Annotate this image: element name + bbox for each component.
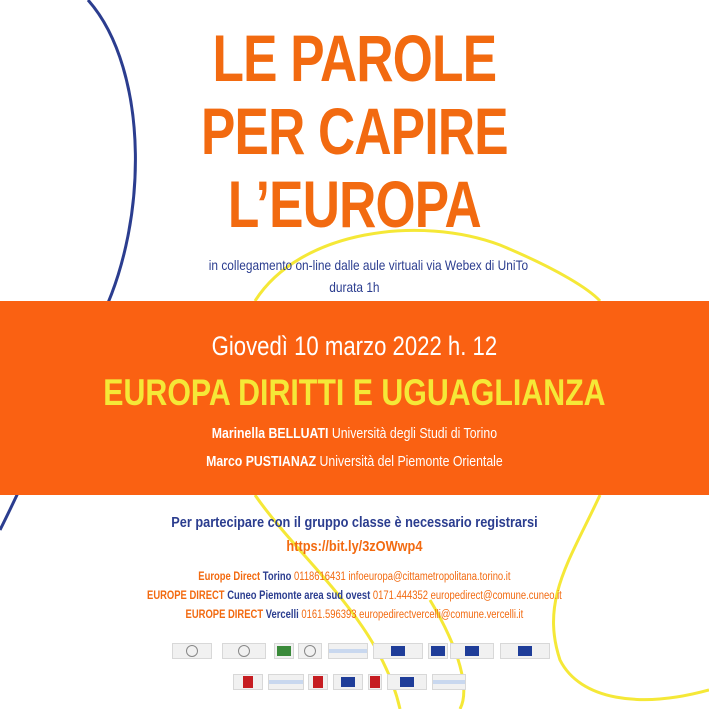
partner-logo: [308, 674, 328, 690]
unito-logo: [172, 643, 212, 659]
contact-email[interactable]: europedirectvercelli@comune.vercelli.it: [359, 609, 524, 621]
partner-logo: [450, 643, 494, 659]
speaker-1: [64, 425, 645, 442]
speaker-2: [64, 453, 645, 470]
contact-phone: 0118616431: [294, 571, 346, 583]
eu-flag-logo: [387, 674, 427, 690]
subtitle-line-1: in collegamento on-line dalle aule virtuali via Webex di UniTo: [208, 257, 529, 273]
event-date: Giovedì 10 marzo 2022 h. 12: [211, 331, 498, 361]
partner-logo: [268, 674, 304, 690]
contact-vercelli: [64, 609, 645, 621]
partner-logo: [368, 674, 382, 690]
contact-city: Vercelli: [265, 609, 299, 621]
title-line-1: LE PAROLE: [212, 21, 497, 95]
partner-logo: [328, 643, 368, 659]
contact-cuneo: [64, 590, 645, 602]
eu-flag-logo: [333, 674, 363, 690]
contact-label: EUROPE DIRECT: [185, 609, 264, 621]
contact-phone: 0161.596393: [301, 609, 357, 621]
partner-logo: [233, 674, 263, 690]
contact-email[interactable]: infoeuropa@cittametropolitana.torino.it: [348, 571, 511, 583]
partner-logo: [432, 674, 466, 690]
title-line-3: L’EUROPA: [227, 167, 481, 241]
speaker-2-name: Marco PUSTIANAZ: [206, 453, 317, 470]
contact-torino: [64, 571, 645, 583]
partner-logo: [373, 643, 423, 659]
title-line-2: PER CAPIRE: [200, 94, 508, 168]
event-title: EUROPA DIRITTI E UGUAGLIANZA: [103, 372, 606, 413]
partner-logo: [500, 643, 550, 659]
contact-label: Europe Direct: [198, 571, 261, 583]
speaker-1-affiliation: Università degli Studi di Torino: [331, 425, 498, 442]
partner-logo: [298, 643, 322, 659]
contact-label: EUROPE DIRECT: [147, 590, 225, 602]
speaker-2-affiliation: Università del Piemonte Orientale: [319, 453, 503, 470]
contact-email[interactable]: europedirect@comune.cuneo.it: [430, 590, 562, 602]
contact-phone: 0171.444352: [372, 590, 428, 602]
contact-city: Cuneo Piemonte area sud ovest: [227, 590, 371, 602]
contact-city: Torino: [262, 571, 292, 583]
speaker-1-name: Marinella BELLUATI: [211, 425, 329, 442]
partner-logo: [274, 643, 294, 659]
subtitle-duration: durata 1h: [329, 279, 380, 295]
eu-flag-logo: [428, 643, 448, 659]
registration-link[interactable]: https://bit.ly/3zOWwp4: [286, 538, 423, 555]
partner-logo: [222, 643, 266, 659]
registration-text: Per partecipare con il gruppo classe è necessario registrarsi: [171, 514, 538, 531]
